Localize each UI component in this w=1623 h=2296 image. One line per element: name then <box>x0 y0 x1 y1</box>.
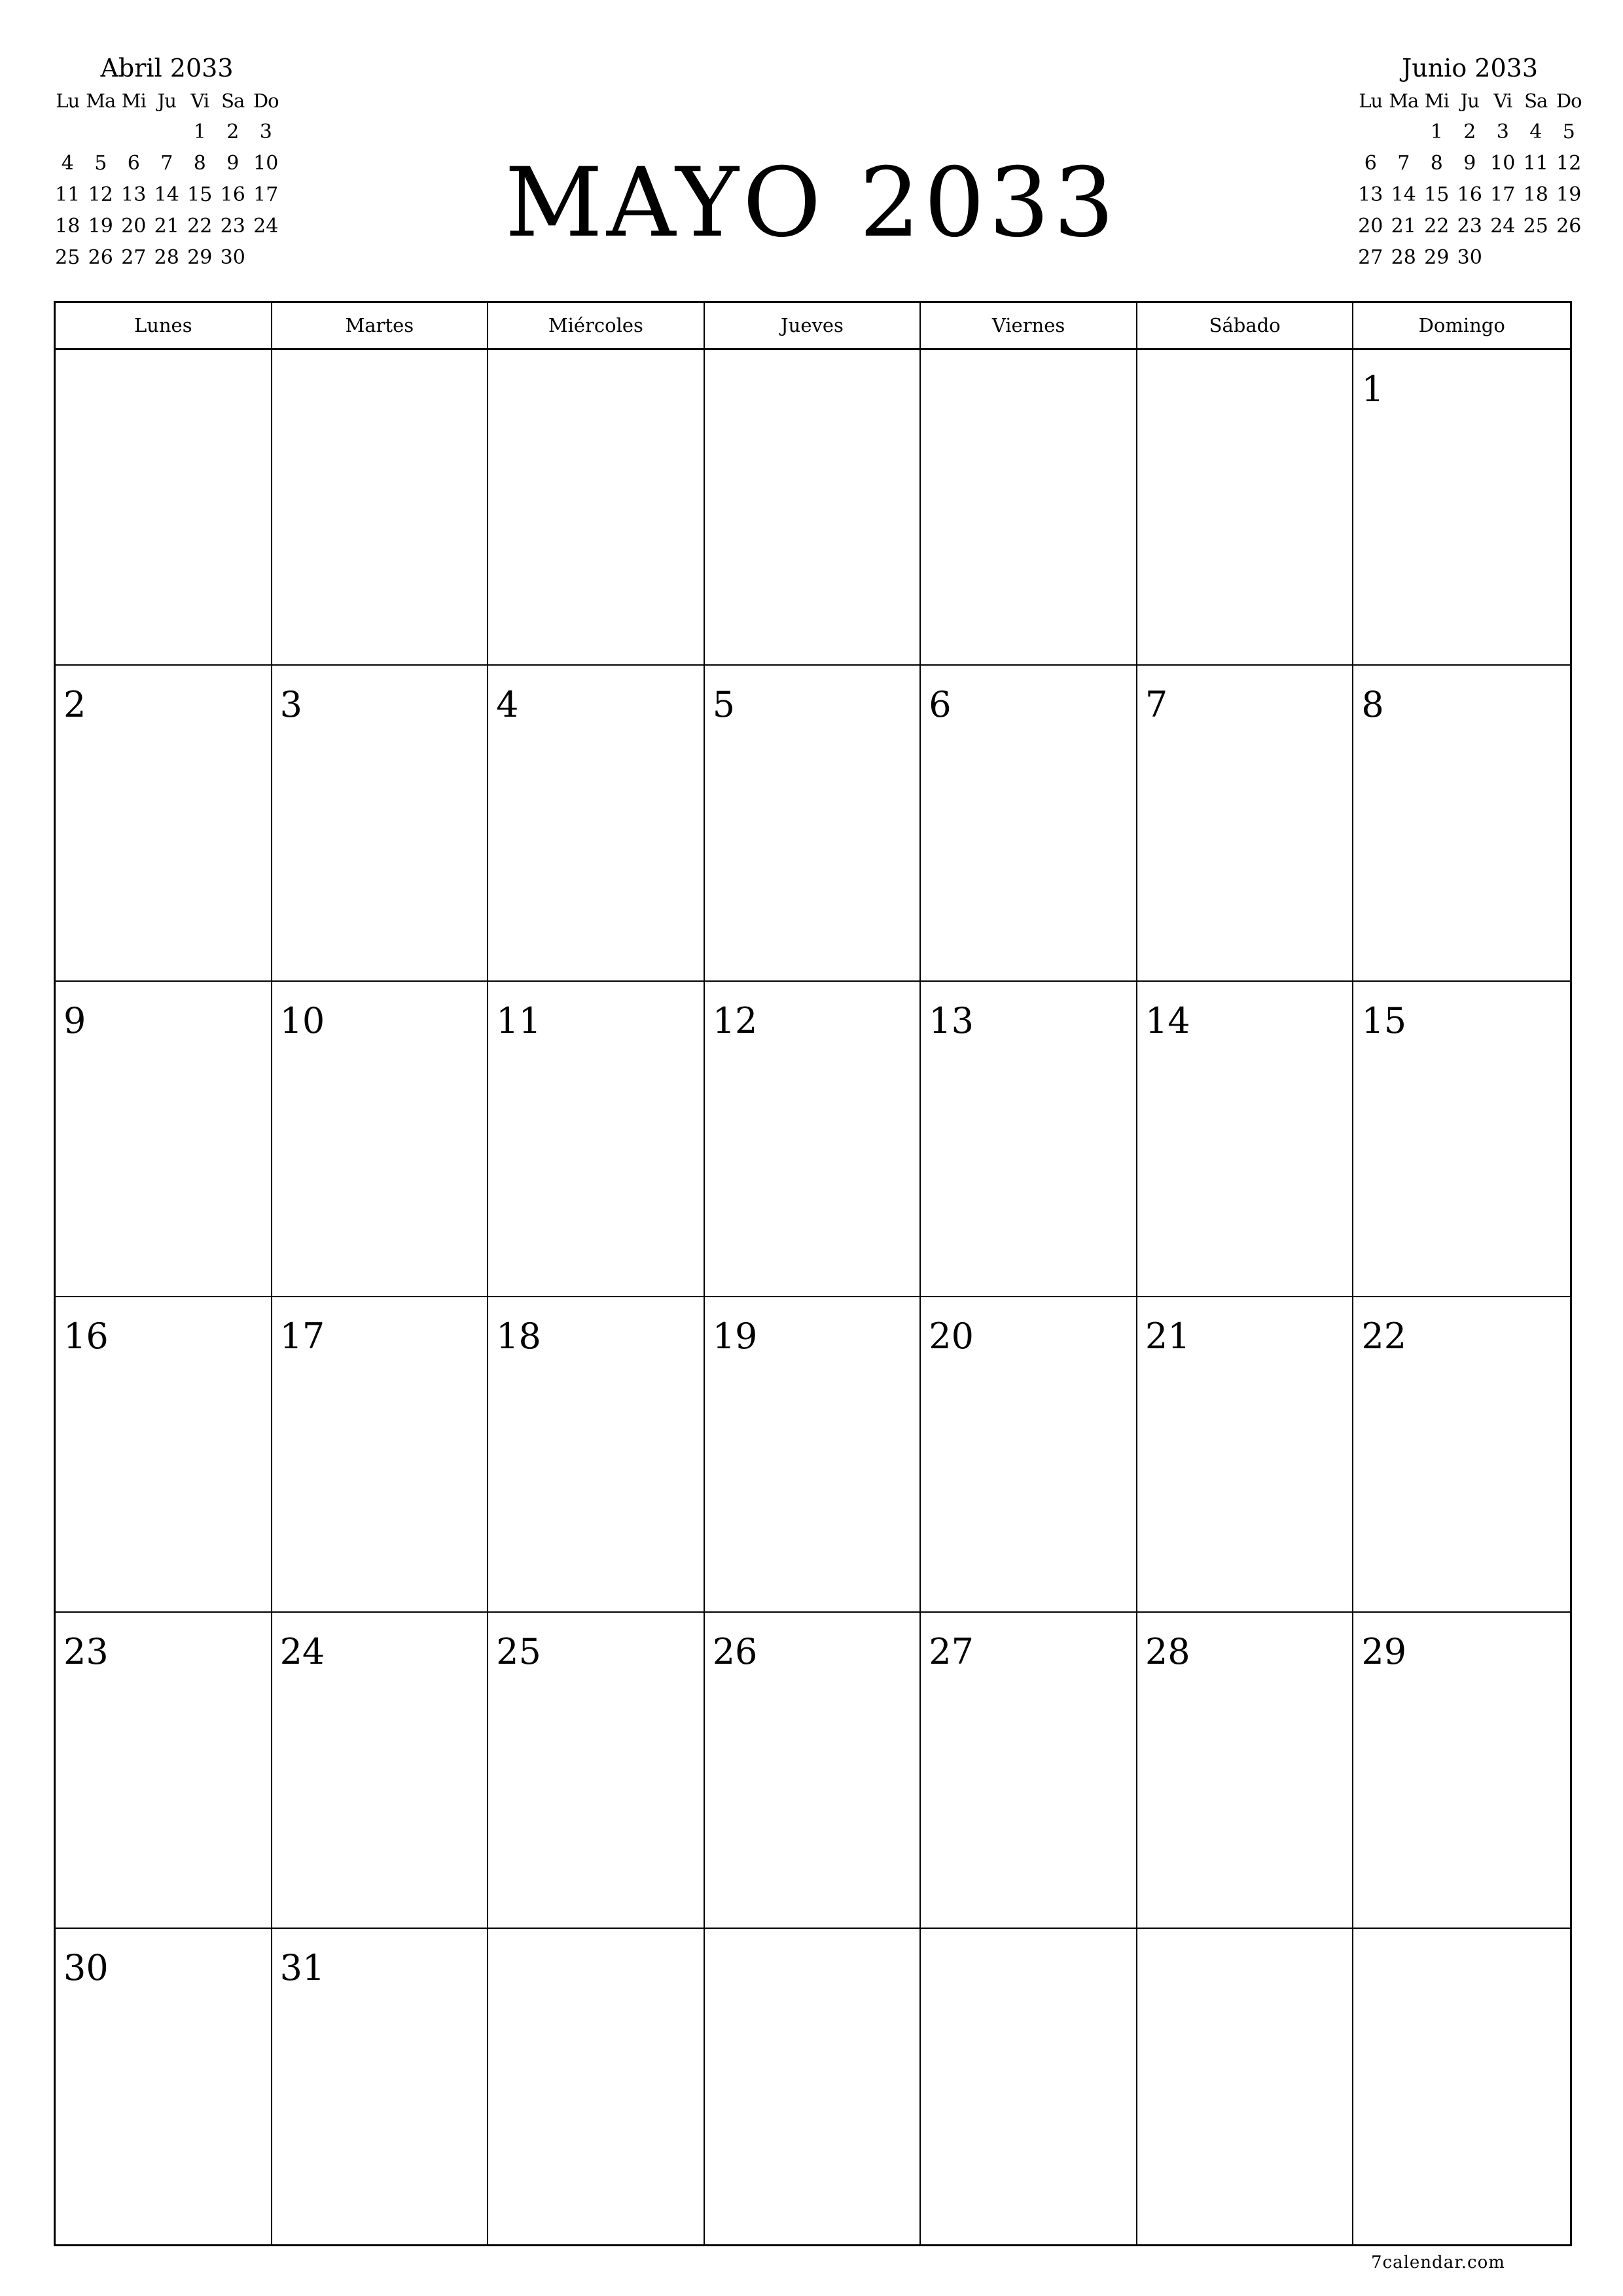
day-number: 25 <box>496 1631 541 1673</box>
mini-day: 27 <box>121 246 147 269</box>
day-number: 24 <box>279 1631 325 1673</box>
day-cell[interactable] <box>921 1613 1137 1928</box>
day-number: 11 <box>496 999 541 1041</box>
mini-day: 15 <box>1424 183 1450 206</box>
day-cell[interactable] <box>705 1297 921 1613</box>
mini-day: 10 <box>253 152 279 175</box>
mini-weekday-header: Do <box>253 90 279 112</box>
mini-weekday-header: Ju <box>1460 90 1479 112</box>
mini-weekday-header: Mi <box>121 90 146 112</box>
mini-day: 18 <box>55 215 80 238</box>
day-number: 18 <box>496 1316 541 1357</box>
day-cell[interactable] <box>488 1929 705 2244</box>
day-cell[interactable] <box>56 982 272 1297</box>
mini-weekday-header: Lu <box>56 90 80 112</box>
mini-day: 26 <box>1556 215 1582 238</box>
mini-weekday-header: Sa <box>1524 90 1548 112</box>
mini-day: 12 <box>88 183 113 206</box>
day-cell[interactable] <box>1353 666 1570 981</box>
day-cell[interactable] <box>272 350 489 666</box>
mini-day: 25 <box>55 246 80 269</box>
mini-day: 16 <box>220 183 245 206</box>
day-cell[interactable] <box>921 1929 1137 2244</box>
mini-day: 7 <box>160 152 173 175</box>
day-cell[interactable] <box>1137 666 1354 981</box>
mini-day: 24 <box>253 215 279 238</box>
mini-day: 5 <box>1562 120 1575 143</box>
mini-day: 28 <box>154 246 179 269</box>
mini-day: 14 <box>1391 183 1416 206</box>
day-number: 31 <box>279 1946 325 1988</box>
day-cell[interactable] <box>921 1297 1137 1613</box>
mini-day: 22 <box>1424 215 1450 238</box>
mini-day: 29 <box>187 246 213 269</box>
mini-day: 25 <box>1523 215 1548 238</box>
mini-day: 13 <box>1358 183 1383 206</box>
mini-day: 18 <box>1523 183 1548 206</box>
mini-day: 3 <box>259 120 272 143</box>
mini-day <box>1354 117 1387 148</box>
day-number: 1 <box>1361 368 1384 410</box>
mini-day: 17 <box>1490 183 1516 206</box>
mini-day: 8 <box>193 152 206 175</box>
mini-day: 15 <box>187 183 213 206</box>
day-number: 22 <box>1361 1316 1407 1357</box>
day-cell[interactable] <box>488 666 705 981</box>
weekday-header: Viernes <box>921 303 1137 348</box>
month-grid <box>54 301 1572 2246</box>
day-cell[interactable] <box>1353 1297 1570 1613</box>
day-number: 23 <box>63 1631 109 1673</box>
mini-calendar-grid <box>1354 85 1586 274</box>
mini-weekday-header: Ma <box>1389 90 1419 112</box>
mini-day: 1 <box>193 120 206 143</box>
day-number: 10 <box>279 999 325 1041</box>
day-cell[interactable] <box>1353 982 1570 1297</box>
mini-weekday-header: Mi <box>1424 90 1449 112</box>
weekday-header: Lunes <box>56 303 272 348</box>
mini-day: 5 <box>94 152 107 175</box>
week-rows <box>56 350 1570 2244</box>
mini-day: 9 <box>226 152 240 175</box>
day-number: 9 <box>63 999 86 1041</box>
mini-weekday-header: Sa <box>221 90 245 112</box>
day-number: 20 <box>929 1316 974 1357</box>
day-cell[interactable] <box>488 982 705 1297</box>
day-cell[interactable] <box>705 982 921 1297</box>
weekday-header: Domingo <box>1418 314 1505 336</box>
day-cell[interactable] <box>921 350 1137 666</box>
day-number: 5 <box>712 684 736 726</box>
mini-day: 1 <box>1430 120 1443 143</box>
day-cell[interactable] <box>705 1613 921 1928</box>
day-number: 12 <box>712 999 758 1041</box>
day-number: 13 <box>929 999 974 1041</box>
mini-day: 30 <box>220 246 245 269</box>
mini-calendar-previous-month <box>51 51 283 274</box>
mini-day: 17 <box>253 183 279 206</box>
mini-calendar-grid <box>51 85 283 274</box>
mini-day: 20 <box>121 215 147 238</box>
mini-day: 21 <box>1391 215 1416 238</box>
day-cell[interactable] <box>56 1297 272 1613</box>
day-number: 3 <box>279 684 302 726</box>
day-cell[interactable] <box>272 1613 489 1928</box>
day-cell[interactable] <box>56 350 272 666</box>
day-cell[interactable] <box>272 666 489 981</box>
mini-day <box>151 117 184 148</box>
day-number: 26 <box>712 1631 758 1673</box>
day-cell[interactable] <box>56 1613 272 1928</box>
day-number: 17 <box>279 1316 325 1357</box>
site-credit: 7calendar.com <box>1371 2253 1505 2272</box>
day-number: 16 <box>63 1316 109 1357</box>
day-cell[interactable] <box>488 350 705 666</box>
day-cell[interactable] <box>1137 350 1354 666</box>
mini-day: 6 <box>1364 152 1377 175</box>
mini-day: 19 <box>88 215 113 238</box>
day-number: 29 <box>1361 1631 1407 1673</box>
mini-day <box>1387 117 1421 148</box>
mini-weekday-header: Vi <box>1493 90 1512 112</box>
mini-day: 30 <box>1457 246 1482 269</box>
mini-day: 9 <box>1463 152 1476 175</box>
day-cell[interactable] <box>56 1929 272 2244</box>
mini-day: 28 <box>1391 246 1416 269</box>
mini-day: 4 <box>61 152 74 175</box>
mini-day: 29 <box>1424 246 1450 269</box>
mini-day: 4 <box>1529 120 1543 143</box>
mini-day: 27 <box>1358 246 1383 269</box>
mini-day: 12 <box>1556 152 1582 175</box>
mini-day: 7 <box>1397 152 1410 175</box>
day-number: 27 <box>929 1631 974 1673</box>
mini-day: 22 <box>187 215 213 238</box>
day-cell[interactable] <box>272 1297 489 1613</box>
day-cell[interactable] <box>705 666 921 981</box>
mini-day: 6 <box>127 152 140 175</box>
weekday-header-row <box>56 303 1570 350</box>
day-cell[interactable] <box>921 982 1137 1297</box>
mini-calendar-title: Junio 2033 <box>1402 54 1538 82</box>
mini-calendar-title: Abril 2033 <box>100 54 234 82</box>
mini-day: 16 <box>1457 183 1482 206</box>
day-cell[interactable] <box>1137 1929 1354 2244</box>
page-title: MAYO 2033 <box>505 147 1118 259</box>
day-number: 30 <box>63 1946 109 1988</box>
day-cell[interactable] <box>921 666 1137 981</box>
mini-day: 2 <box>1463 120 1476 143</box>
mini-day: 23 <box>1457 215 1482 238</box>
mini-day <box>1552 242 1586 274</box>
mini-day: 20 <box>1358 215 1383 238</box>
mini-day: 3 <box>1496 120 1509 143</box>
mini-day: 2 <box>226 120 240 143</box>
day-cell[interactable] <box>1137 1297 1354 1613</box>
mini-day <box>249 242 283 274</box>
day-number: 21 <box>1145 1316 1190 1357</box>
weekday-header: Miércoles <box>488 303 705 348</box>
day-number: 2 <box>63 684 86 726</box>
day-number: 28 <box>1145 1631 1190 1673</box>
day-number: 14 <box>1145 999 1190 1041</box>
day-cell[interactable] <box>56 666 272 981</box>
day-number: 19 <box>712 1316 758 1357</box>
day-cell[interactable] <box>705 350 921 666</box>
mini-day: 13 <box>121 183 147 206</box>
mini-day: 14 <box>154 183 179 206</box>
weekday-header: Martes <box>272 303 489 348</box>
mini-weekday-header: Ju <box>157 90 176 112</box>
day-cell[interactable] <box>272 1929 489 2244</box>
mini-day: 26 <box>88 246 113 269</box>
mini-day <box>84 117 118 148</box>
day-cell[interactable] <box>1137 982 1354 1297</box>
day-cell[interactable] <box>705 1929 921 2244</box>
mini-day <box>117 117 151 148</box>
day-cell[interactable] <box>1353 350 1570 666</box>
mini-calendar-next-month <box>1354 51 1586 274</box>
mini-weekday-header: Do <box>1556 90 1582 112</box>
day-number: 15 <box>1361 999 1407 1041</box>
mini-day: 23 <box>220 215 245 238</box>
day-cell[interactable] <box>1137 1613 1354 1928</box>
mini-day: 19 <box>1556 183 1582 206</box>
mini-weekday-header: Vi <box>190 90 209 112</box>
day-number: 7 <box>1145 684 1168 726</box>
day-cell[interactable] <box>488 1297 705 1613</box>
mini-day: 10 <box>1490 152 1516 175</box>
day-cell[interactable] <box>1353 1613 1570 1928</box>
day-number: 8 <box>1361 684 1384 726</box>
mini-day: 24 <box>1490 215 1516 238</box>
mini-day <box>1486 242 1520 274</box>
mini-weekday-header: Ma <box>86 90 116 112</box>
mini-day <box>1520 242 1553 274</box>
mini-day: 8 <box>1430 152 1443 175</box>
day-cell[interactable] <box>272 982 489 1297</box>
day-cell[interactable] <box>1353 1929 1570 2244</box>
mini-day: 11 <box>1523 152 1548 175</box>
day-cell[interactable] <box>488 1613 705 1928</box>
weekday-header: Jueves <box>705 303 921 348</box>
day-number: 4 <box>496 684 519 726</box>
weekday-header: Sábado <box>1137 303 1354 348</box>
mini-day: 21 <box>154 215 179 238</box>
mini-weekday-header: Lu <box>1359 90 1383 112</box>
mini-day <box>51 117 84 148</box>
mini-day: 11 <box>55 183 80 206</box>
day-number: 6 <box>929 684 952 726</box>
